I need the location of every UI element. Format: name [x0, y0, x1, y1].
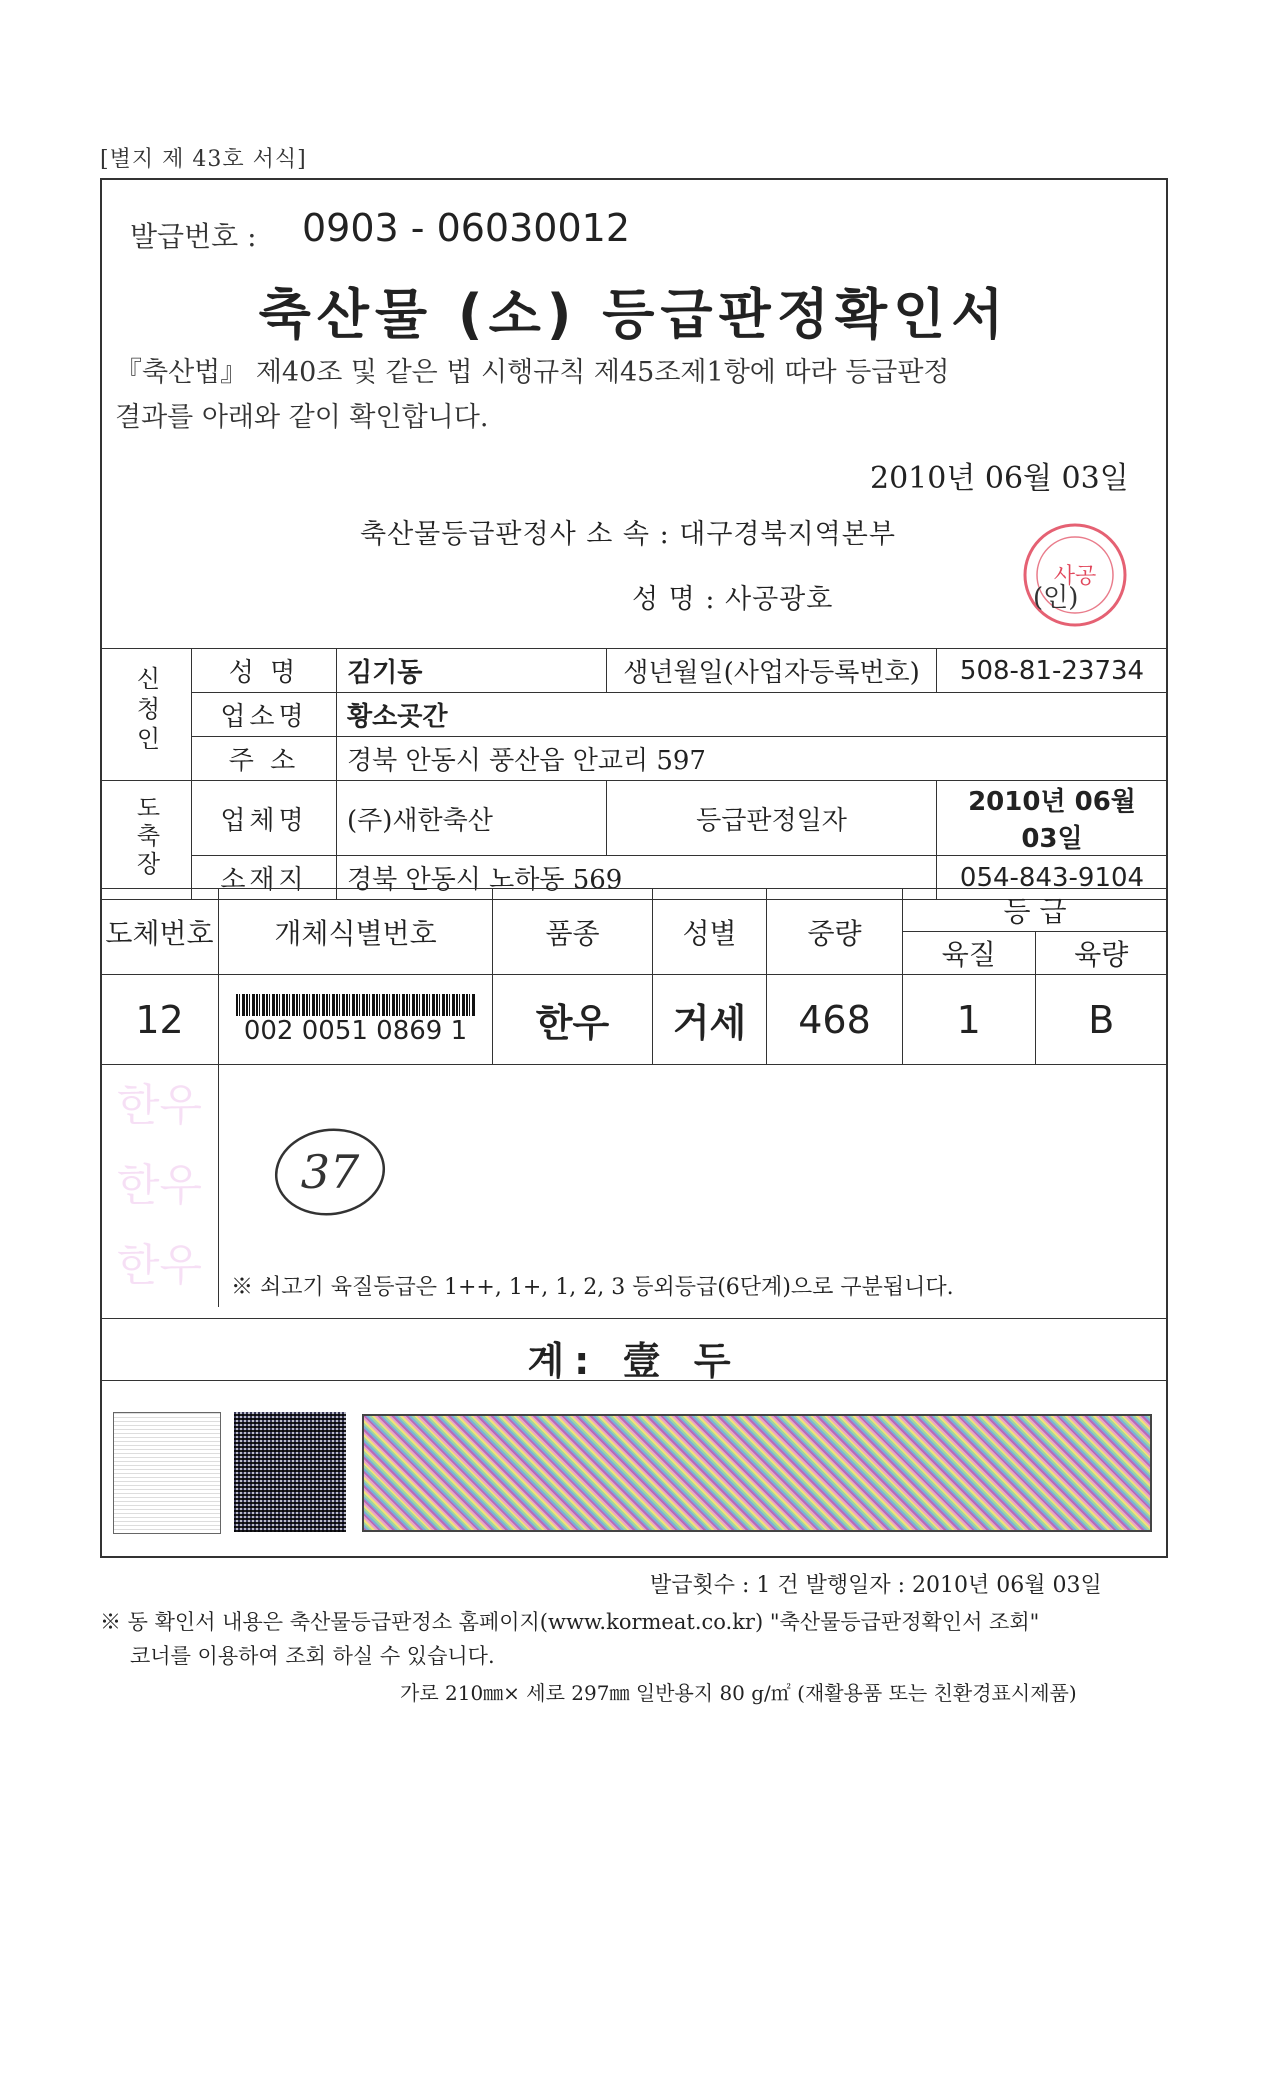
business-label: 업소명: [192, 693, 337, 737]
cell-id-no: [219, 975, 493, 1065]
intro-line-2: 결과를 아래와 같이 확인합니다.: [115, 402, 489, 433]
header-meat-quality: 육질: [903, 932, 1036, 975]
cell-carcass-no: 12: [101, 975, 219, 1065]
grade-date-label: 등급판정일자: [607, 781, 937, 856]
location: 경북 안동시 노하동 569: [337, 856, 937, 900]
divider-bottom: [100, 1380, 1168, 1381]
header-carcass-no: 도체번호: [101, 889, 219, 975]
applicant-address: 경북 안동시 풍산읍 안교리 597: [337, 737, 1168, 781]
cell-sex: 거세: [653, 975, 767, 1065]
grading-table: [100, 888, 1168, 1307]
barcode-2d-icon: [234, 1412, 346, 1532]
applicant-name: 김기동: [337, 649, 607, 693]
handwritten-circle: [270, 1122, 390, 1222]
barcode-icon: [236, 994, 476, 1016]
issue-number-label: 발급번호 :: [130, 220, 257, 253]
header-breed: 품종: [493, 889, 653, 975]
watermark-column: [101, 1065, 219, 1308]
cell-weight: 468: [767, 975, 903, 1065]
id-number-text: 002 0051 0869 1: [243, 1015, 468, 1046]
company-name: (주)새한축산: [337, 781, 607, 856]
cell-meat-yield: B: [1035, 975, 1168, 1065]
cell-meat-quality: 1: [903, 975, 1036, 1065]
header-id-no: 개체식별번호: [219, 889, 493, 975]
watermark-word: 한우: [116, 1080, 202, 1131]
grade-date: 2010년 06월 03일: [937, 781, 1168, 856]
seal-mark: (인): [1033, 583, 1079, 613]
issue-date: 2010년 06월 03일: [870, 461, 1129, 496]
notice-line-2: 코너를 이용하여 조회 하실 수 있습니다.: [130, 1644, 495, 1668]
header-grade: 등 급: [903, 889, 1168, 932]
issue-info: 발급횟수 : 1 건 발행일자 : 2010년 06월 03일: [650, 1573, 1102, 1598]
paper-spec: 가로 210㎜× 세로 297㎜ 일반용지 80 g/㎡ (재활용품 또는 친환경표시제품): [400, 1681, 1077, 1705]
qr-code-icon: [113, 1412, 221, 1534]
watermark-word: 한우: [116, 1160, 202, 1211]
company-label: 업체명: [192, 781, 337, 856]
slaughterhouse-side-label: 도축장: [101, 781, 192, 900]
document-title: 축산물 (소) 등급판정확인서: [258, 283, 1010, 346]
birth-number: 508-81-23734: [937, 649, 1168, 693]
watermark-word: 한우: [116, 1240, 202, 1291]
business-name: 황소곳간: [337, 693, 1168, 737]
notice-line-1: ※ 동 확인서 내용은 축산물등급판정소 홈페이지(www.kormeat.co.kr) "축산물등급판정확인서 조회": [100, 1610, 1040, 1634]
name-label: 성 명: [192, 649, 337, 693]
grader-affiliation: 축산물등급판정사 소 속 : 대구경북지역본부: [360, 519, 896, 550]
phone-number: 054-843-9104: [937, 856, 1168, 900]
intro-text: [115, 350, 1155, 440]
notice: [100, 1605, 1180, 1673]
handwritten-number: 37: [300, 1145, 360, 1199]
birth-label: 생년월일(사업자등록번호): [607, 649, 937, 693]
grade-note: ※ 쇠고기 육질등급은 1++, 1+, 1, 2, 3 등외등급(6단계)으로 구분됩니다.: [219, 1065, 1168, 1308]
seal-stamp-text: 사공: [1053, 564, 1097, 589]
header-meat-yield: 육량: [1035, 932, 1168, 975]
header-weight: 중량: [767, 889, 903, 975]
location-label: 소재지: [192, 856, 337, 900]
divider-top: [100, 1318, 1168, 1319]
header-sex: 성별: [653, 889, 767, 975]
applicant-side-label: 신청인: [101, 649, 192, 781]
form-label: [별지 제 43호 서식]: [100, 147, 307, 172]
cell-breed: 한우: [493, 975, 653, 1065]
grader-name: 성 명 : 사공광호: [632, 584, 834, 615]
applicant-slaughterhouse-table: [100, 648, 1168, 900]
security-pattern: [362, 1414, 1152, 1532]
issue-number: 0903 - 06030012: [302, 206, 630, 250]
total-count: 계: 壹 두: [527, 1339, 741, 1383]
address-label: 주 소: [192, 737, 337, 781]
intro-line-1: 『축산법』 제40조 및 같은 법 시행규칙 제45조제1항에 따라 등급판정: [115, 357, 950, 388]
